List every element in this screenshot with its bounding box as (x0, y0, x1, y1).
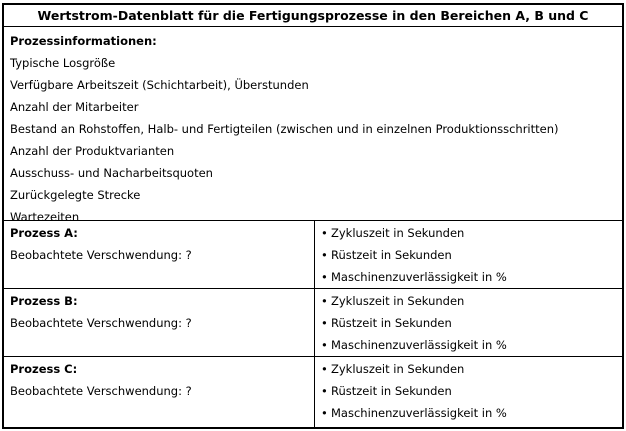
metric-item (321, 315, 622, 337)
bullet-icon: • (321, 384, 328, 398)
process-b-name: Prozess B: (10, 294, 78, 308)
metric-item (321, 269, 622, 291)
process-c-name: Prozess C: (10, 362, 78, 376)
bullet-icon: • (321, 248, 328, 262)
metric-setup-time: Rüstzeit in Sekunden (331, 316, 452, 330)
metric-item (321, 361, 622, 383)
process-a-info (4, 221, 315, 288)
info-item-waiting-times: Wartezeiten (10, 210, 80, 224)
bullet-icon: • (321, 270, 328, 284)
info-item-lot-size: Typische Losgröße (10, 56, 116, 70)
bullet-icon: • (321, 362, 328, 376)
metric-cycle-time: Zykluszeit in Sekunden (331, 362, 465, 376)
metric-machine-reliability: Maschinenzuverlässigkeit in % (331, 270, 507, 284)
metric-item (321, 225, 622, 247)
metric-machine-reliability: Maschinenzuverlässigkeit in % (331, 338, 507, 352)
process-a-waste: Beobachtete Verschwendung: ? (10, 248, 192, 262)
metric-cycle-time: Zykluszeit in Sekunden (331, 226, 465, 240)
metric-machine-reliability: Maschinenzuverlässigkeit in % (331, 406, 507, 420)
process-info-heading: Prozessinformationen: (10, 34, 157, 48)
info-item-distance: Zurückgelegte Strecke (10, 188, 141, 202)
bullet-icon: • (321, 226, 328, 240)
bullet-icon: • (321, 406, 328, 420)
process-c-info (4, 357, 315, 427)
process-c-waste: Beobachtete Verschwendung: ? (10, 384, 192, 398)
bullet-icon: • (321, 338, 328, 352)
metric-cycle-time: Zykluszeit in Sekunden (331, 294, 465, 308)
metric-setup-time: Rüstzeit in Sekunden (331, 384, 452, 398)
metric-item (321, 293, 622, 315)
process-b-row (4, 289, 622, 357)
info-item-working-time: Verfügbare Arbeitszeit (Schichtarbeit), Überstunden (10, 78, 309, 92)
process-info-section (4, 27, 622, 224)
metric-setup-time: Rüstzeit in Sekunden (331, 248, 452, 262)
metric-item (321, 383, 622, 405)
datasheet-body (4, 5, 622, 427)
bullet-icon: • (321, 316, 328, 330)
value-stream-datasheet (2, 3, 624, 429)
datasheet-title: Wertstrom-Datenblatt für die Fertigungsprozesse in den Bereichen A, B und C (4, 5, 622, 27)
process-c-metrics (315, 357, 622, 427)
bullet-icon: • (321, 294, 328, 308)
metric-item (321, 405, 622, 427)
metric-item (321, 337, 622, 359)
info-item-variants: Anzahl der Produktvarianten (10, 144, 175, 158)
process-b-waste: Beobachtete Verschwendung: ? (10, 316, 192, 330)
process-a-name: Prozess A: (10, 226, 78, 240)
process-c-row (4, 357, 622, 427)
process-b-metrics (315, 289, 622, 356)
process-a-metrics (315, 221, 622, 288)
metric-item (321, 247, 622, 269)
info-item-inventory: Bestand an Rohstoffen, Halb- und Fertigteilen (zwischen und in einzelnen Produktionsschritten) (10, 122, 559, 136)
process-a-row (4, 221, 622, 289)
process-b-info (4, 289, 315, 356)
info-item-scrap-rework: Ausschuss- und Nacharbeitsquoten (10, 166, 213, 180)
info-item-employees: Anzahl der Mitarbeiter (10, 100, 139, 114)
